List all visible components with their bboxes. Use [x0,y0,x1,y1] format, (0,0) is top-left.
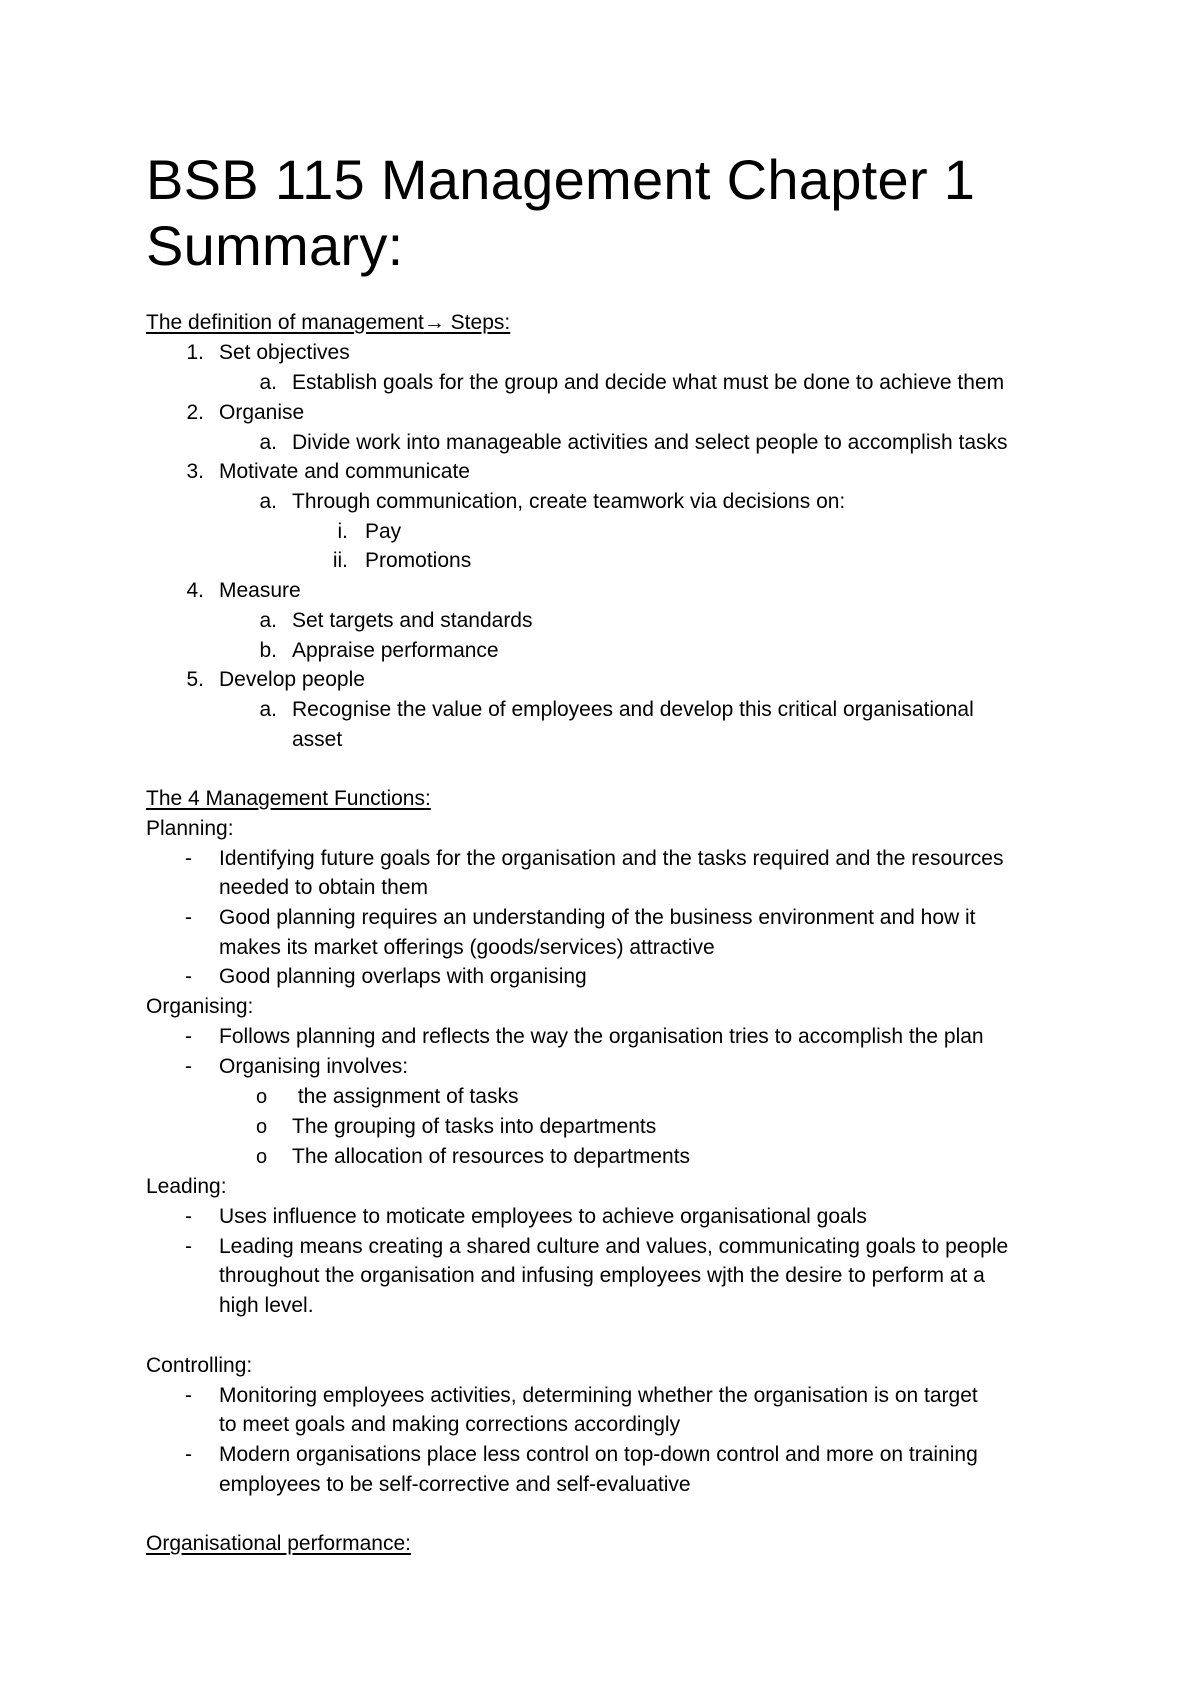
page-title [146,147,1106,279]
title-line-1: BSB 115 Management Chapter 1 [146,148,976,211]
step-number: 4. [186,579,204,602]
dash-bullet: - [185,1235,192,1258]
organising-item: Organising involves: [219,1055,409,1078]
roman-item: Promotions [365,549,472,572]
sub-marker: a. [259,698,277,721]
step-label: Organise [219,401,305,424]
sub-marker: a. [259,431,277,454]
dash-bullet: - [185,1443,192,1466]
sub-marker: b. [259,639,277,662]
dash-bullet: - [185,1205,192,1228]
sub-item: Through communication, create teamwork via decisions on: [292,490,846,513]
leading-item-continued: throughout the organisation and infusing employees wjth the desire to perform at a [219,1264,985,1287]
planning-item-continued: makes its market offerings (goods/services) attractive [219,936,715,959]
leading-item-continued: high level. [219,1294,314,1317]
dash-bullet: - [185,1025,192,1048]
arrow-icon: → [423,311,445,334]
planning-item-continued: needed to obtain them [219,876,428,899]
title-line-2: Summary: [146,214,404,277]
controlling-item-continued: to meet goals and making corrections accordingly [219,1413,681,1436]
organising-label: Organising: [146,995,254,1018]
dash-bullet: - [185,1055,192,1078]
sub-item-continued: asset [292,728,343,751]
sub-marker: a. [259,490,277,513]
sub-marker: a. [259,371,277,394]
sub-item: Recognise the value of employees and develop this critical organisational [292,698,974,721]
circle-bullet-icon: o [256,1146,268,1168]
step-number: 2. [186,401,204,424]
dash-bullet: - [185,965,192,988]
controlling-label: Controlling: [146,1354,253,1377]
step-label: Motivate and communicate [219,460,470,483]
sub-item: Divide work into manageable activities and select people to accomplish tasks [292,431,1008,454]
organising-subitem: the assignment of tasks [292,1085,519,1108]
leading-item: Uses influence to moticate employees to achieve organisational goals [219,1205,867,1228]
sub-item: Establish goals for the group and decide what must be done to achieve them [292,371,1005,394]
organising-item: Follows planning and reflects the way the organisation tries to accomplish the plan [219,1025,984,1048]
definition-heading: The definition of management→ Steps: [146,311,511,334]
circle-bullet-icon: o [256,1086,268,1108]
organising-subitem: The grouping of tasks into departments [292,1115,657,1138]
planning-item: Good planning requires an understanding of the business environment and how it [219,906,976,929]
leading-label: Leading: [146,1175,227,1198]
controlling-item-continued: employees to be self-corrective and self-evaluative [219,1473,691,1496]
sub-marker: a. [259,609,277,632]
dash-bullet: - [185,906,192,929]
leading-item: Leading means creating a shared culture and values, communicating goals to people [219,1235,1009,1258]
planning-item: Identifying future goals for the organisation and the tasks required and the resources [219,847,1004,870]
roman-marker: ii. [332,549,348,572]
sub-item: Appraise performance [292,639,499,662]
step-number: 3. [186,460,204,483]
planning-label: Planning: [146,817,234,840]
step-number: 5. [186,668,204,691]
performance-heading: Organisational performance: [146,1532,411,1555]
functions-heading: The 4 Management Functions: [146,787,431,810]
step-label: Develop people [219,668,365,691]
roman-marker: i. [337,520,348,543]
step-label: Measure [219,579,301,602]
step-label: Set objectives [219,341,350,364]
controlling-item: Monitoring employees activities, determining whether the organisation is on target [219,1384,978,1407]
roman-item: Pay [365,520,402,543]
dash-bullet: - [185,1384,192,1407]
dash-bullet: - [185,847,192,870]
sub-item: Set targets and standards [292,609,533,632]
organising-subitem: The allocation of resources to departments [292,1145,691,1168]
controlling-item: Modern organisations place less control on top-down control and more on training [219,1443,978,1466]
step-number: 1. [186,341,204,364]
circle-bullet-icon: o [256,1116,268,1138]
planning-item: Good planning overlaps with organising [219,965,587,988]
